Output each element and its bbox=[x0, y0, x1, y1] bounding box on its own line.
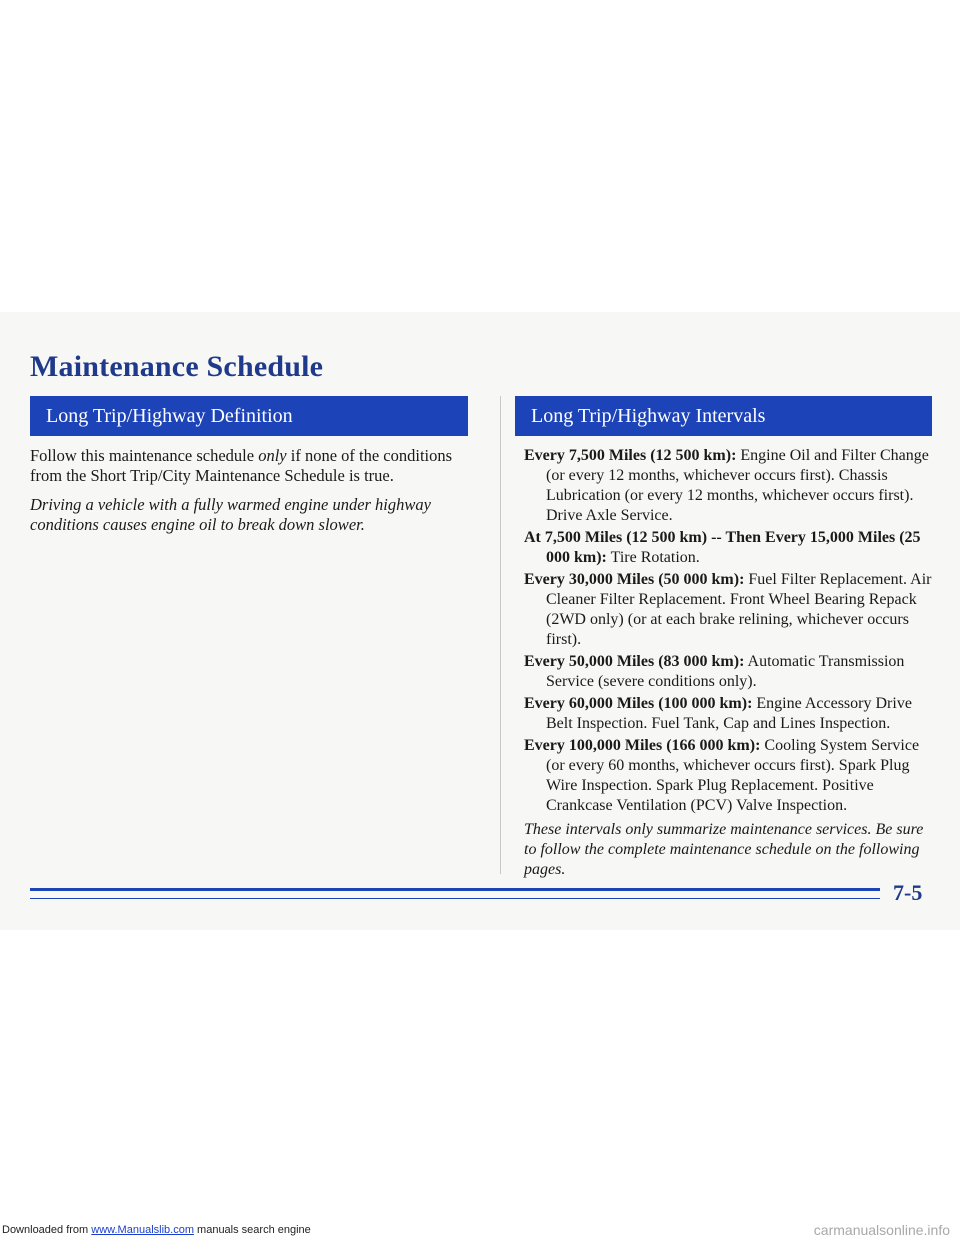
download-prefix: Downloaded from bbox=[2, 1224, 92, 1236]
interval-entry bbox=[524, 736, 936, 816]
interval-entry bbox=[524, 694, 936, 734]
definition-text-end: if none of the conditions from the Short Trip/City Maintenance Schedule is true. bbox=[30, 446, 453, 485]
interval-entry bbox=[524, 528, 936, 568]
download-notice bbox=[2, 1224, 311, 1236]
footer-rule-thin bbox=[30, 898, 880, 899]
interval-entry bbox=[524, 446, 936, 526]
interval-text: Engine Accessory Drive Belt Inspection. Fuel Tank, Cap and Lines Inspection. bbox=[546, 695, 912, 732]
definition-paragraph bbox=[30, 446, 475, 486]
download-suffix: manuals search engine bbox=[193, 1224, 311, 1236]
watermark-text: carmanualsonline.info bbox=[813, 1222, 950, 1238]
manualslib-link[interactable]: www.Manualslib.com bbox=[91, 1224, 194, 1236]
interval-label: At 7,500 Miles (12 500 km) -- Then Every 15,000 Miles (25 000 km): bbox=[524, 529, 921, 566]
definition-emphasis: only bbox=[258, 446, 287, 465]
definition-column bbox=[30, 446, 475, 544]
interval-text: Automatic Transmission Service (severe conditions only). bbox=[546, 653, 905, 690]
interval-text: Engine Oil and Filter Change (or every 12 months, whichever occurs first). Chassis Lubrication (or every 12 months, whichever occurs first). Drive Axle Service. bbox=[546, 447, 929, 524]
page-title: Maintenance Schedule bbox=[30, 350, 324, 383]
interval-label: Every 50,000 Miles (83 000 km): bbox=[524, 653, 745, 670]
column-divider bbox=[500, 396, 501, 874]
footer-rule-thick bbox=[30, 888, 880, 891]
section-heading-definition: Long Trip/Highway Definition bbox=[30, 396, 468, 436]
definition-note: Driving a vehicle with a fully warmed engine under highway conditions causes engine oil to break down slower. bbox=[30, 495, 431, 534]
section-heading-intervals: Long Trip/Highway Intervals bbox=[515, 396, 932, 436]
interval-text: Tire Rotation. bbox=[606, 549, 700, 566]
page-number: 7-5 bbox=[893, 880, 923, 905]
interval-label: Every 60,000 Miles (100 000 km): bbox=[524, 695, 753, 712]
interval-entry bbox=[524, 570, 936, 650]
interval-label: Every 100,000 Miles (166 000 km): bbox=[524, 737, 761, 754]
interval-text: Cooling System Service (or every 60 months, whichever occurs first). Spark Plug Wire Inspection. Spark Plug Replacement. Positive Crankcase Ventilation (PCV) Valve Inspection. bbox=[546, 737, 920, 814]
interval-entry bbox=[524, 652, 936, 692]
interval-label: Every 7,500 Miles (12 500 km): bbox=[524, 447, 737, 464]
intervals-closing-note: These intervals only summarize maintenance services. Be sure to follow the complete maintenance schedule on the following pages. bbox=[524, 821, 924, 878]
intervals-column bbox=[524, 446, 936, 880]
interval-text: Fuel Filter Replacement. Air Cleaner Filter Replacement. Front Wheel Bearing Repack (2WD only) (or at each brake relining, whichever occurs first). bbox=[546, 571, 932, 648]
interval-label: Every 30,000 Miles (50 000 km): bbox=[524, 571, 745, 588]
definition-text-start: Follow this maintenance schedule bbox=[30, 446, 259, 465]
